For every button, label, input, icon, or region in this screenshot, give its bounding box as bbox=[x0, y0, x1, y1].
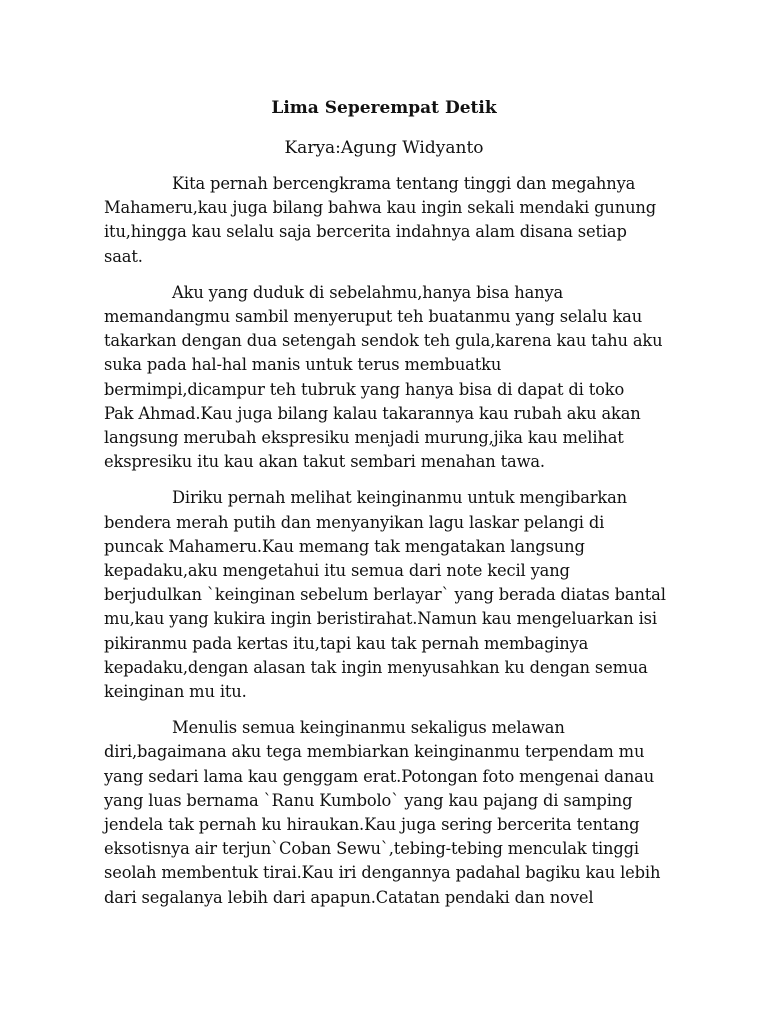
paragraph bbox=[104, 172, 670, 269]
document-body bbox=[104, 172, 670, 922]
text-line: bermimpi,dicampur teh tubruk yang hanya bisa di dapat di toko bbox=[104, 379, 625, 399]
paragraph bbox=[104, 486, 670, 704]
text-line: eksotisnya air terjun`Coban Sewu`,tebing-tebing menculak tinggi bbox=[104, 839, 639, 859]
text-line: puncak Mahameru.Kau memang tak mengatakan langsung bbox=[104, 536, 585, 556]
text-line: memandangmu sambil menyeruput teh buatanmu yang selalu kau bbox=[104, 307, 643, 327]
text-line: jendela tak pernah ku hiraukan.Kau juga sering bercerita tentang bbox=[104, 815, 640, 835]
text-line: kepadaku,aku mengetahui itu semua dari note kecil yang bbox=[104, 561, 570, 581]
text-line: keinginan mu itu. bbox=[104, 682, 247, 702]
text-line: Aku yang duduk di sebelahmu,hanya bisa hanya bbox=[172, 282, 564, 302]
text-line: kepadaku,dengan alasan tak ingin menyusahkan ku dengan semua bbox=[104, 657, 648, 677]
text-line: ekspresiku itu kau akan takut sembari menahan tawa. bbox=[104, 452, 545, 472]
document-title: Lima Seperempat Detik bbox=[271, 98, 497, 118]
text-line: bendera merah putih dan menyanyikan lagu laskar pelangi di bbox=[104, 512, 605, 532]
paragraph bbox=[104, 281, 670, 475]
text-line: mu,kau yang kukira ingin beristirahat.Namun kau mengeluarkan isi bbox=[104, 609, 657, 629]
text-line: Pak Ahmad.Kau juga bilang kalau takarannya kau rubah aku akan bbox=[104, 403, 641, 423]
text-line: itu,hingga kau selalu saja bercerita indahnya alam disana setiap bbox=[104, 222, 627, 242]
text-line: dari segalanya lebih dari apapun.Catatan pendaki dan novel bbox=[104, 887, 594, 907]
text-line: yang sedari lama kau genggam erat.Potongan foto mengenai danau bbox=[104, 766, 655, 786]
text-line: berjudulkan `keinginan sebelum berlayar` yang berada diatas bantal bbox=[104, 585, 666, 605]
text-line: Mahameru,kau juga bilang bahwa kau ingin sekali mendaki gunung bbox=[104, 198, 657, 218]
text-line: Kita pernah bercengkrama tentang tinggi dan megahnya bbox=[172, 174, 636, 193]
text-line: suka pada hal-hal manis untuk terus membuatku bbox=[104, 355, 502, 375]
text-line: Menulis semua keinginanmu sekaligus melawan bbox=[172, 718, 565, 738]
paragraph bbox=[104, 716, 670, 910]
text-line: diri,bagaimana aku tega membiarkan keinginanmu terpendam mu bbox=[104, 742, 645, 762]
text-line: Diriku pernah melihat keinginanmu untuk mengibarkan bbox=[172, 488, 628, 508]
text-line: langsung merubah ekspresiku menjadi murung,jika kau melihat bbox=[104, 428, 624, 448]
text-line: saat. bbox=[104, 246, 143, 266]
text-line: seolah membentuk tirai.Kau iri dengannya padahal bagiku kau lebih bbox=[104, 863, 661, 883]
text-line: takarkan dengan dua setengah sendok teh gula,karena kau tahu aku bbox=[104, 331, 663, 351]
text-line: yang luas bernama `Ranu Kumbolo` yang kau pajang di samping bbox=[104, 790, 633, 810]
document-author: Karya:Agung Widyanto bbox=[284, 138, 484, 158]
text-line: pikiranmu pada kertas itu,tapi kau tak pernah membaginya bbox=[104, 633, 589, 653]
